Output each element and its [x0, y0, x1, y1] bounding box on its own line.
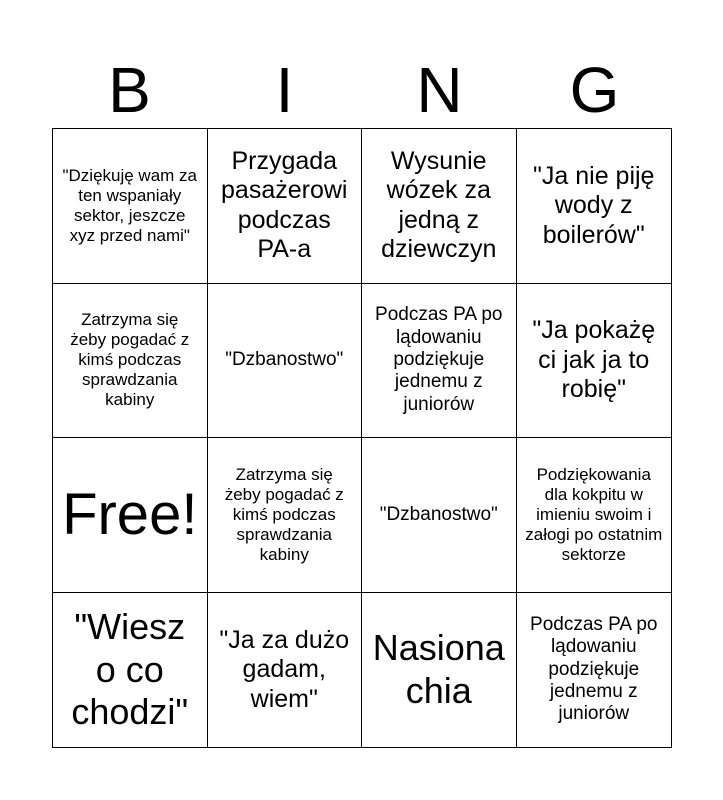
bingo-cell[interactable]: Zatrzyma się żeby pogadać z kimś podczas sprawdzania kabiny	[53, 284, 208, 439]
bingo-cell[interactable]: Podczas PA po lądowaniu podziękuje jednemu z juniorów	[530, 613, 658, 725]
title-letter-n: N	[416, 54, 463, 126]
free-cell[interactable]: Free!	[53, 438, 208, 593]
bingo-cell[interactable]: "Ja pokażę ci jak ja to robię"	[517, 284, 672, 439]
title-letter-i: I	[275, 54, 294, 126]
bingo-cell[interactable]: Podczas PA po lądowaniu podziękuje jednemu z juniorów	[362, 284, 517, 439]
title-letter-b: B	[108, 54, 151, 126]
bingo-cell[interactable]: "Dzbanostwo"	[208, 284, 363, 439]
bingo-cell[interactable]: "Dziękuję wam za ten wspaniały sektor, jeszcze xyz przed nami"	[53, 129, 208, 284]
bingo-cell[interactable]: Zatrzyma się żeby pogadać z kimś podczas sprawdzania kabiny	[208, 438, 363, 593]
bingo-cell[interactable]: "Ja nie piję wody z boilerów"	[517, 129, 672, 284]
bingo-cell[interactable]: Wysunie wózek za jedną z dziewczyn	[362, 129, 517, 284]
bingo-cell[interactable]: Przygada pasażerowi podczas PA-a	[208, 129, 363, 284]
bingo-cell[interactable]: "Dzbanostwo"	[362, 438, 517, 593]
bingo-cell[interactable]: Podziękowania dla kokpitu w imieniu swoim i załogi po ostatnim sektorze	[517, 438, 672, 593]
bingo-cell[interactable]: Nasiona chia	[362, 593, 517, 748]
bingo-title	[52, 52, 672, 128]
bingo-card	[52, 128, 672, 748]
bingo-cell[interactable]: "Ja za dużo gadam, wiem"	[208, 593, 363, 748]
title-letter-g: G	[569, 54, 620, 126]
bingo-cell[interactable]: "Wiesz o co chodzi"	[53, 593, 208, 748]
